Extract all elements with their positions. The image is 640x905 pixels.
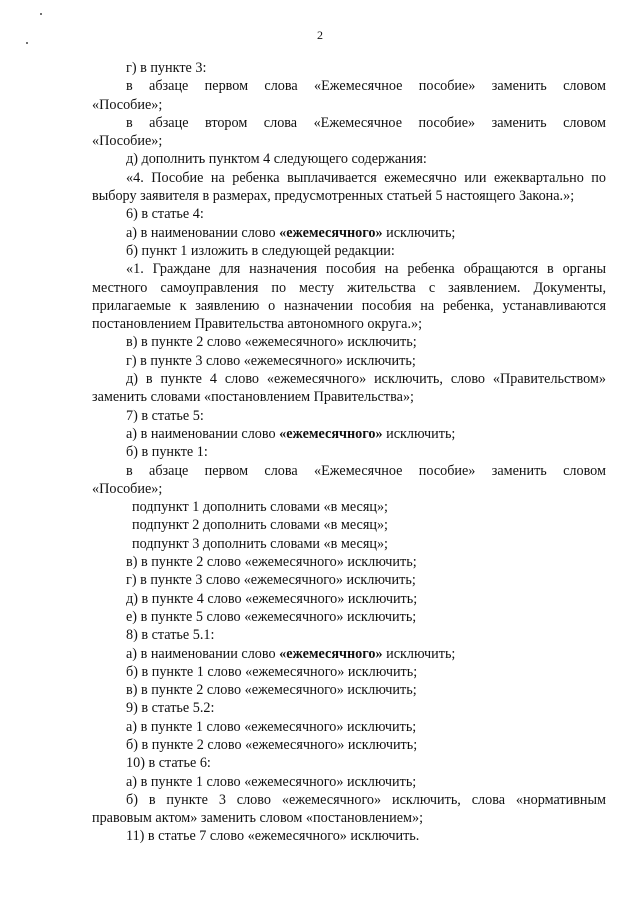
text-line: б) в пункте 1:: [126, 444, 208, 461]
text-line: в) в пункте 2 слово «ежемесячного» исключить;: [126, 334, 417, 351]
text-line: подпункт 2 дополнить словами «в месяц»;: [132, 517, 388, 534]
text-line: б) в пункте 3 слово «ежемесячного» исключить, слова «нормативным: [126, 791, 606, 808]
text-line: местного самоуправления по месту жительства с заявлением. Документы,: [92, 279, 606, 296]
text-line: «4. Пособие на ребенка выплачивается ежемесячно или ежеквартально по: [126, 169, 606, 186]
text-line: а) в пункте 1 слово «ежемесячного» исключить;: [126, 718, 417, 735]
text-line: а) в пункте 1 слово «ежемесячного» исключить;: [126, 773, 417, 790]
text-line: подпункт 3 дополнить словами «в месяц»;: [132, 535, 388, 552]
text-line: в) в пункте 2 слово «ежемесячного» исключить;: [126, 554, 417, 571]
text-line: в абзаце первом слова «Ежемесячное пособие» заменить словом: [126, 462, 606, 479]
text-line: «1. Граждане для назначения пособия на ребенка обращаются в органы: [126, 261, 606, 278]
text-line: в абзаце первом слова «Ежемесячное пособие» заменить словом: [126, 78, 606, 95]
text-line: д) дополнить пунктом 4 следующего содержания:: [126, 151, 427, 168]
text-line: г) в пункте 3 слово «ежемесячного» исключить;: [126, 572, 416, 589]
text-line: выбору заявителя в размерах, предусмотренных статьей 5 настоящего Закона.»;: [92, 188, 575, 205]
text-line: 7) в статье 5:: [126, 407, 204, 424]
text-line: д) в пункте 4 слово «ежемесячного» исключить;: [126, 590, 418, 607]
bold-phrase: «ежемесячного»: [279, 224, 383, 241]
text-line: а) в наименовании слово «ежемесячного» исключить;: [126, 645, 456, 662]
text-line: «Пособие»;: [92, 96, 163, 113]
text-line: е) в пункте 5 слово «ежемесячного» исключить;: [126, 608, 417, 625]
bold-phrase: «ежемесячного»: [279, 425, 383, 442]
text-line: г) в пункте 3:: [126, 60, 207, 76]
text-line: постановлением Правительства автономного округа.»;: [92, 316, 423, 333]
bold-phrase: «ежемесячного»: [279, 645, 383, 662]
text-line: 10) в статье 6:: [126, 755, 211, 772]
text-line: «Пособие»;: [92, 133, 163, 150]
text-line: б) в пункте 1 слово «ежемесячного» исключить;: [126, 663, 418, 680]
text-line: б) в пункте 2 слово «ежемесячного» исключить;: [126, 736, 418, 753]
text-line: 6) в статье 4:: [126, 206, 204, 223]
text-line: 9) в статье 5.2:: [126, 700, 215, 717]
page-number: 2: [317, 28, 323, 42]
text-line: г) в пункте 3 слово «ежемесячного» исключить;: [126, 352, 416, 369]
text-line: б) пункт 1 изложить в следующей редакции:: [126, 242, 395, 259]
text-line: подпункт 1 дополнить словами «в месяц»;: [132, 499, 388, 516]
text-line: 11) в статье 7 слово «ежемесячного» исключить.: [126, 828, 420, 845]
text-line: в) в пункте 2 слово «ежемесячного» исключить;: [126, 682, 417, 699]
text-line: а) в наименовании слово «ежемесячного» исключить;: [126, 224, 456, 241]
text-line: в абзаце втором слова «Ежемесячное пособие» заменить словом: [126, 114, 606, 131]
text-line: 8) в статье 5.1:: [126, 627, 215, 644]
text-line: а) в наименовании слово «ежемесячного» исключить;: [126, 425, 456, 442]
text-line: д) в пункте 4 слово «ежемесячного» исключить, слово «Правительством»: [126, 371, 606, 388]
text-line: правовым актом» заменить словом «постановлением»;: [92, 810, 424, 827]
document-body: [92, 59, 606, 846]
text-line: «Пособие»;: [92, 480, 163, 497]
text-line: заменить словами «постановлением Правительства»;: [92, 389, 414, 406]
scan-speck: [40, 13, 42, 15]
text-line: прилагаемые к заявлению о назначении пособия на ребенка, устанавливаются: [92, 297, 606, 314]
